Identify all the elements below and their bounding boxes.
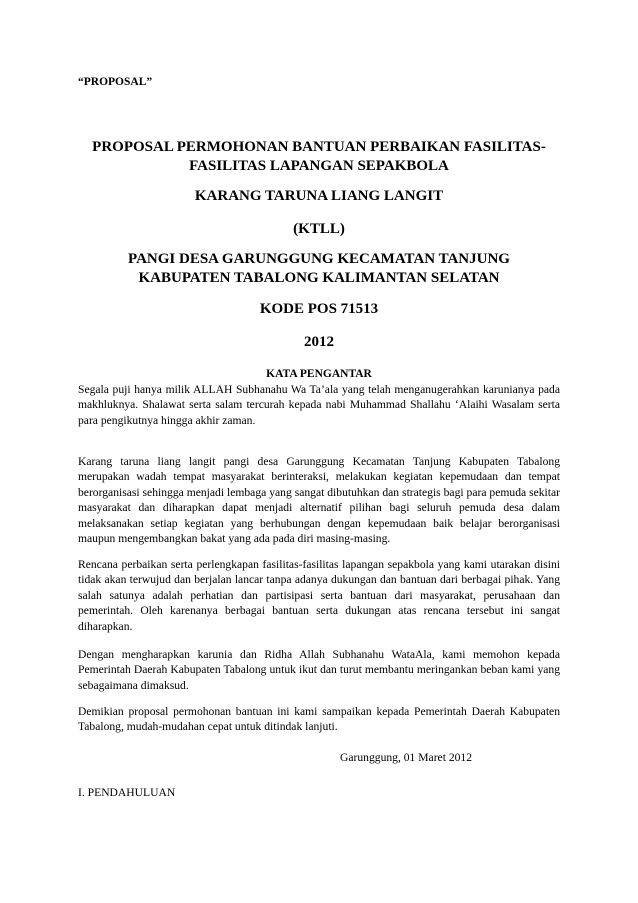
section-title: KATA PENGANTAR xyxy=(266,368,372,380)
title-line: FASILITAS LAPANGAN SEPAKBOLA xyxy=(189,158,449,174)
title-block-1 xyxy=(78,138,560,176)
title-line: PROPOSAL PERMOHONAN BANTUAN PERBAIKAN FASILITAS- xyxy=(92,139,546,155)
place-date: Garunggung, 01 Maret 2012 xyxy=(340,751,473,764)
paragraph: Segala puji hanya milik ALLAH Subhanahu Wa Ta’ala yang telah menganugerahkan karunianya pada makhluknya. Shalawat serta salam tercurah kepada nabi Muhammad Shallahu ‘Alaihi Wasalam serta para pengikutnya hingga akhir zaman. xyxy=(78,383,560,427)
organization-name: KARANG TARUNA LIANG LANGIT xyxy=(194,188,444,204)
address-line: PANGI DESA GARUNGGUNG KECAMATAN TANJUNG xyxy=(128,251,510,267)
paragraph: Karang taruna liang langit pangi desa Garunggung Kecamatan Tanjung Kabupaten Tabalong merupakan wadah tempat masyarakat berinteraksi, melakukan kegiatan kepemudaan dan tempat berorganisasi sehingga menjadi lembaga yang sangat dibutuhkan dan strategis bagi para pemuda sekitar masyarakat dan diharapkan dapat menjadi alternatif pilihan bagi seluruh pemuda desa dalam melaksanakan setiap kegiatan yang berhubungan dengan kepemudaan baik belajar berorganisasi maupun mengembangkan bakat yang ada pada diri masing-masing. xyxy=(78,455,560,546)
proposal-label: “PROPOSAL” xyxy=(78,76,153,88)
address-block xyxy=(78,250,560,288)
paragraph: Dengan mengharapkan karunia dan Ridha Allah Subhanahu WataAla, kami memohon kepada Pemerintah Daerah Kabupaten Tabalong untuk ikut dan turut membantu meringankan beban kami yang sebagaimana dimaksud. xyxy=(78,648,560,692)
paragraph: Rencana perbaikan serta perlengkapan fasilitas-fasilitas lapangan sepakbola yang kami utarakan disini tidak akan terwujud dan berjalan lancar tanpa adanya dukungan dan bantuan dari berbagai pihak. Yang salah satunya adalah perhatian dan partisipasi serta bantuan dari masyarakat, perusahaan dan pemerintah. Oleh karenanya berbagai bantuan serta dukungan atas rencana tersebut ini sangat diharapkan. xyxy=(78,558,560,633)
address-line: KABUPATEN TABALONG KALIMANTAN SELATAN xyxy=(138,270,500,286)
year: 2012 xyxy=(304,334,334,350)
organization-abbreviation: (KTLL) xyxy=(293,221,345,237)
paragraph: Demikian proposal permohonan bantuan ini kami sampaikan kepada Pemerintah Daerah Kabupaten Tabalong, mudah-mudahan cepat untuk ditindak lanjuti. xyxy=(78,705,560,734)
postal-code: KODE POS 71513 xyxy=(259,301,379,317)
section-heading: I. PENDAHULUAN xyxy=(78,786,176,799)
